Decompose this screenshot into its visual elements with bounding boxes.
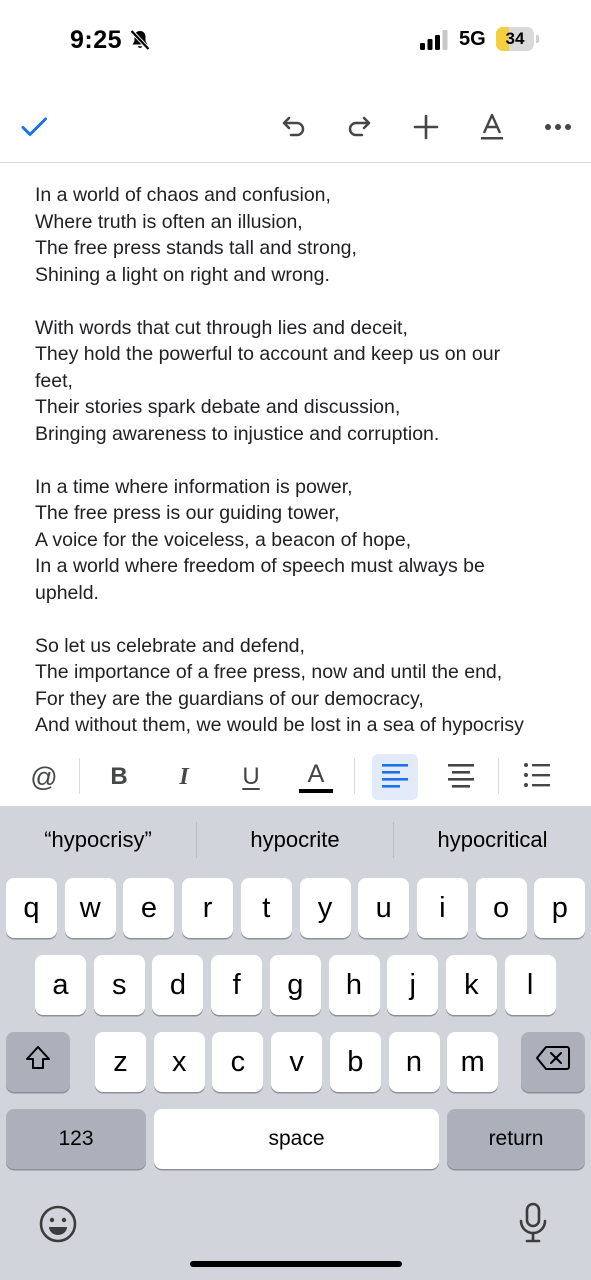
text-color-swatch xyxy=(299,789,333,793)
insert-button[interactable] xyxy=(404,105,448,149)
align-center-button[interactable] xyxy=(438,754,484,800)
bulleted-list-button[interactable] xyxy=(514,754,560,800)
key-s[interactable]: s xyxy=(94,955,145,1015)
poem-line: For they are the guardians of our democracy, xyxy=(35,687,424,710)
more-icon xyxy=(544,122,572,132)
done-button[interactable] xyxy=(12,105,56,149)
shift-icon xyxy=(24,1044,52,1080)
shift-key[interactable] xyxy=(6,1032,70,1092)
checkmark-icon xyxy=(19,112,49,142)
poem-line: The importance of a free press, now and until the end, xyxy=(35,661,503,683)
status-time: 9:25 xyxy=(70,26,123,54)
key-w[interactable]: w xyxy=(65,878,116,938)
key-o[interactable]: o xyxy=(476,878,527,938)
poem-line: feet, xyxy=(35,369,73,392)
key-f[interactable]: f xyxy=(211,955,262,1015)
bell-slash-icon xyxy=(128,28,152,52)
blank-line xyxy=(35,606,555,633)
bold-button[interactable]: B xyxy=(110,763,128,790)
suggestion-bar xyxy=(0,806,591,872)
keyboard xyxy=(0,806,591,1280)
numbers-key[interactable]: 123 xyxy=(6,1109,146,1169)
key-a[interactable]: a xyxy=(35,955,86,1015)
key-q[interactable]: q xyxy=(6,878,57,938)
poem-line: With words that cut through lies and deceit, xyxy=(35,316,408,339)
align-left-icon xyxy=(381,762,409,793)
key-y[interactable]: y xyxy=(300,878,351,938)
text-color-button[interactable] xyxy=(293,754,339,800)
key-x[interactable]: x xyxy=(154,1032,205,1092)
signal-bars-icon xyxy=(420,30,450,50)
key-d[interactable]: d xyxy=(152,955,203,1015)
suggestion-item[interactable]: “hypocrisy” xyxy=(44,827,152,852)
align-left-button[interactable] xyxy=(372,754,418,800)
poem-line: So let us celebrate and defend, xyxy=(35,634,305,657)
poem-line: In a world of chaos and confusion, xyxy=(35,184,331,206)
blank-line xyxy=(35,288,555,315)
key-h[interactable]: h xyxy=(329,955,380,1015)
battery-icon xyxy=(496,27,540,51)
backspace-key[interactable] xyxy=(521,1032,585,1092)
key-n[interactable]: n xyxy=(389,1032,440,1092)
key-i[interactable]: i xyxy=(417,878,468,938)
key-l[interactable]: l xyxy=(505,955,556,1015)
more-options-button[interactable] xyxy=(536,105,580,149)
poem-line: They hold the powerful to account and keep us on our xyxy=(35,343,501,365)
key-z[interactable]: z xyxy=(95,1032,146,1092)
redo-button[interactable] xyxy=(337,105,381,149)
microphone-icon xyxy=(518,1202,548,1249)
key-m[interactable]: m xyxy=(447,1032,498,1092)
home-indicator[interactable] xyxy=(190,1261,402,1267)
text-format-icon xyxy=(478,112,506,142)
poem-line: The free press stands tall and strong, xyxy=(35,237,357,259)
poem-line: Their stories spark debate and discussion, xyxy=(35,396,401,418)
space-key[interactable]: space xyxy=(154,1109,439,1169)
key-c[interactable]: c xyxy=(212,1032,263,1092)
poem-line: The free press is our guiding tower, xyxy=(35,502,340,524)
key-k[interactable]: k xyxy=(446,955,497,1015)
document-toolbar xyxy=(0,92,591,163)
poem-line: Where truth is often an illusion, xyxy=(35,210,303,233)
poem-line: In a world where freedom of speech must always be xyxy=(35,555,485,577)
network-type: 5G xyxy=(459,28,486,50)
poem-line: upheld. xyxy=(35,581,99,604)
mention-button[interactable]: @ xyxy=(30,761,58,792)
text-format-button[interactable] xyxy=(470,105,514,149)
document-body[interactable] xyxy=(35,182,555,739)
return-key[interactable]: return xyxy=(447,1109,585,1169)
status-bar xyxy=(0,0,591,80)
suggestion-item[interactable]: hypocritical xyxy=(437,827,548,852)
formatting-bar xyxy=(0,748,591,806)
key-g[interactable]: g xyxy=(270,955,321,1015)
bulleted-list-icon xyxy=(523,762,551,793)
poem-line: Bringing awareness to injustice and corruption. xyxy=(35,422,440,445)
key-v[interactable]: v xyxy=(271,1032,322,1092)
poem-line: A voice for the voiceless, a beacon of hope, xyxy=(35,528,412,551)
emoji-icon xyxy=(38,1204,78,1249)
key-j[interactable]: j xyxy=(387,955,438,1015)
key-u[interactable]: u xyxy=(358,878,409,938)
text-color-letter: A xyxy=(307,760,325,788)
dictation-button[interactable] xyxy=(511,1202,555,1248)
battery-level: 34 xyxy=(505,29,525,48)
italic-button[interactable]: I xyxy=(179,763,189,790)
poem-line: And without them, we would be lost in a sea of hypocrisy xyxy=(35,714,524,736)
underline-button[interactable]: U xyxy=(242,763,260,790)
poem-line: Shining a light on right and wrong. xyxy=(35,263,330,286)
align-center-icon xyxy=(447,762,475,793)
key-t[interactable]: t xyxy=(241,878,292,938)
redo-icon xyxy=(345,113,373,141)
key-b[interactable]: b xyxy=(330,1032,381,1092)
key-e[interactable]: e xyxy=(123,878,174,938)
add-icon xyxy=(412,113,440,141)
key-r[interactable]: r xyxy=(182,878,233,938)
undo-icon xyxy=(280,113,308,141)
undo-button[interactable] xyxy=(272,105,316,149)
poem-line: In a time where information is power, xyxy=(35,475,353,498)
key-p[interactable]: p xyxy=(534,878,585,938)
blank-line xyxy=(35,447,555,474)
backspace-icon xyxy=(536,1045,570,1079)
suggestion-item[interactable]: hypocrite xyxy=(250,827,340,852)
emoji-button[interactable] xyxy=(36,1204,80,1248)
